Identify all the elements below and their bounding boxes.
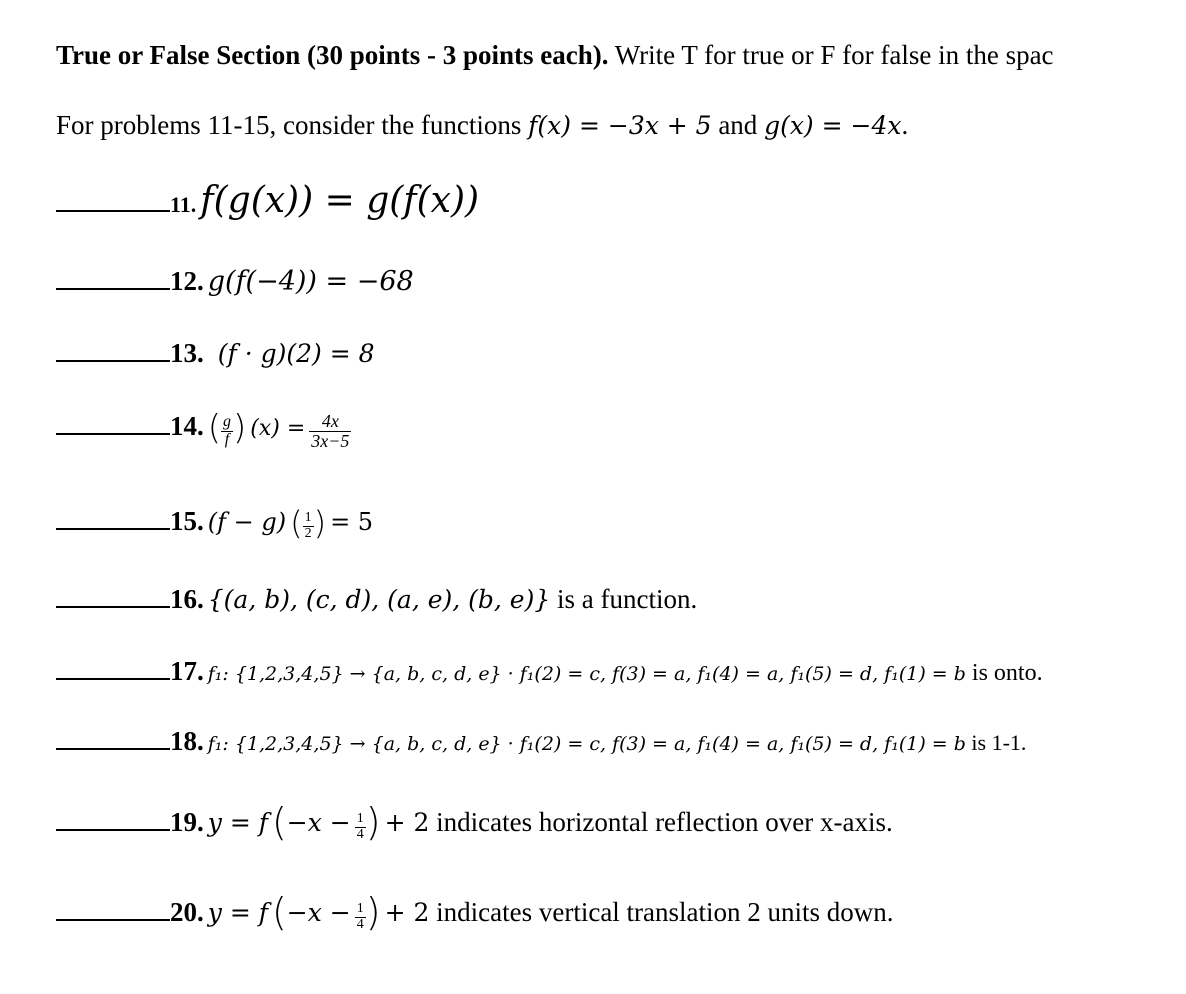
problem-lhs: y = f — [207, 808, 268, 837]
problem-expression: f₁: {1,2,3,4,5} → {a, b, c, d, e} · f₁(2) = c, f(3) = a, f₁(4) = a, f₁(5) = d, f₁(1) = b — [207, 663, 966, 685]
answer-blank-14[interactable] — [56, 432, 170, 435]
answer-blank-16[interactable] — [56, 605, 170, 608]
problem-fraction: $\frac{1}{4}$ — [356, 901, 364, 932]
problem-expression: g(f(−4)) = −68 — [207, 266, 414, 297]
problem-tail: indicates horizontal reflection over x-axis. — [429, 807, 893, 837]
problem-expression: f(g(x)) = g(f(x)) — [200, 180, 480, 221]
problem-tail: is 1-1. — [965, 730, 1027, 755]
problem-number: 17. — [170, 656, 204, 686]
problem-11 — [56, 180, 479, 230]
intro-lead: For problems 11-15, consider the functions — [56, 110, 529, 140]
problem-number: 11. — [170, 192, 197, 217]
problem-15: 15. (f − g) ( $\frac{1}{2}$ ) = 5 — [56, 504, 373, 554]
problem-number: 13. — [170, 338, 204, 368]
problem-tail: is a function. — [550, 584, 698, 614]
g-definition: g(x) = −4x — [764, 111, 902, 140]
problem-number: 14. — [170, 411, 204, 441]
problem-17 — [56, 656, 1043, 706]
answer-blank-20[interactable] — [56, 918, 170, 921]
problem-number: 18. — [170, 726, 204, 756]
f-definition: f(x) = −3x + 5 — [528, 111, 712, 140]
problem-inner: −x − — [286, 808, 351, 837]
problem-14: 14. ( $\frac{g}{f}$ ) (x) = $\frac{4x}{3x-5}$ — [56, 408, 351, 458]
section-instructions: Write T for true or F for false in the spac — [608, 40, 1054, 70]
problem-rhs: + 2 — [384, 898, 430, 927]
answer-blank-18[interactable] — [56, 747, 170, 750]
problem-lhs: (x) = — [250, 416, 306, 441]
problem-inner: −x − — [286, 898, 351, 927]
answer-blank-11[interactable] — [56, 209, 170, 212]
problem-rhs: = 5 — [330, 508, 374, 536]
problem-expression: f₁: {1,2,3,4,5} → {a, b, c, d, e} · f₁(2) = c, f(3) = a, f₁(4) = a, f₁(5) = d, f₁(1) = b — [207, 733, 966, 755]
problem-tail: indicates vertical translation 2 units down. — [429, 897, 894, 927]
intro-text — [56, 110, 908, 141]
section-title: True or False Section (30 points - 3 points each). — [56, 40, 609, 70]
problem-rhs: + 2 — [384, 808, 430, 837]
problem-number: 15. — [170, 506, 204, 536]
problem-18 — [56, 726, 1026, 776]
intro-period: . — [901, 110, 909, 140]
intro-and: and — [711, 110, 765, 140]
problem-13 — [56, 338, 375, 388]
problem-expression: {(a, b), (c, d), (a, e), (b, e)} — [207, 585, 551, 614]
problem-tail: is onto. — [965, 660, 1043, 686]
problem-lhs: (f − g) — [207, 508, 287, 536]
g-over-f: $\frac{g}{f}$ — [223, 413, 232, 448]
problem-number: 20. — [170, 897, 204, 927]
problem-20: 20. y = f (−x − $\frac{1}{4}$ ) + 2 indicates vertical translation 2 units down. — [56, 890, 894, 940]
problem-expression: (f · g)(2) = 8 — [217, 339, 375, 368]
answer-blank-13[interactable] — [56, 359, 170, 362]
answer-blank-19[interactable] — [56, 828, 170, 831]
problem-number: 19. — [170, 807, 204, 837]
problem-number: 12. — [170, 266, 204, 296]
answer-blank-15[interactable] — [56, 527, 170, 530]
problem-12 — [56, 266, 414, 316]
problem-fraction: $\frac{4x}{3x-5}$ — [311, 410, 350, 451]
problem-lhs: y = f — [207, 898, 268, 927]
section-header — [56, 40, 1054, 71]
problem-19: 19. y = f (−x − $\frac{1}{4}$ ) + 2 indicates horizontal reflection over x-axis. — [56, 800, 893, 850]
problem-fraction: $\frac{1}{4}$ — [356, 811, 364, 842]
problem-16 — [56, 584, 697, 634]
problem-fraction: $\frac{1}{2}$ — [304, 510, 312, 541]
answer-blank-17[interactable] — [56, 677, 170, 680]
problem-number: 16. — [170, 584, 204, 614]
answer-blank-12[interactable] — [56, 287, 170, 290]
